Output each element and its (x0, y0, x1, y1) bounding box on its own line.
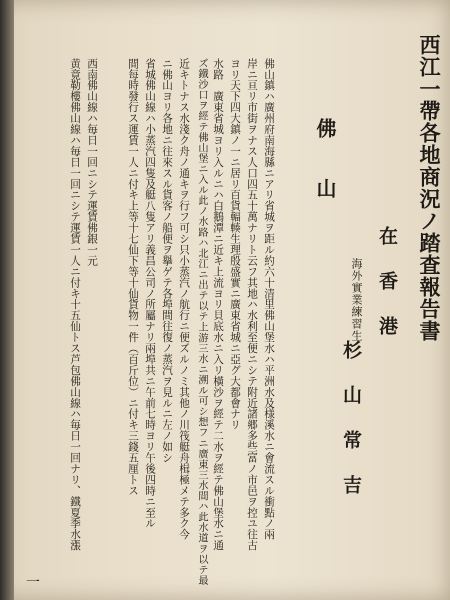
body-column-2: 岸ニ亘リ市街ヲナス人口四五十萬ナリト云フ其地ハ水利至便ニシテ附近諸郷多些富ノ市邑ヲ控ユ往古 (246, 58, 258, 551)
author-name: 杉山常吉 (340, 340, 362, 520)
body-column-10: 西南佛山線ハ毎日一回ニシテ運賃佛銀一元 (86, 58, 98, 267)
book-spine (0, 0, 14, 600)
body-column-4: 水路 廣東省城ヨリ入ルニハ白鵝潭ニ近キ上流ヨリ貝底水ニ入リ橫沙ヲ經テ二水ヲ經テ佛山堡水ニ通 (212, 58, 224, 551)
author-affiliation: 海外實業練習生 (350, 258, 363, 342)
body-column-7: ニ佛山ヨリ各地ニ往來スル貨客ノ船便ヲ擧ゲテ各埠間往復ノ蒸汽ヲ見ルニ左ノ如シ (161, 58, 173, 464)
section-heading: 佛山 (313, 118, 337, 238)
body-column-5: ズ鐵沙口ヲ經テ佛山堡ニ入ル此ノ水路ハ北江ニ出テ以テ上游三水ニ溯ル可シ想フニ廣東三水間ハ此水道ヲ以テ最 (196, 58, 207, 586)
body-column-1: 佛山鎮ハ廣州府南海縣ニアリ省城ヲ距ル約六十清里佛山堡水ハ平洲水及様溪水ニ會流スル衝點ノ兩 (263, 58, 275, 540)
body-column-3: ヨリ天下四大鎮ノ一ニ居リ百貨輻輳生理殷盛實ニ廣東省城ニ亞グ大都會ナリ (229, 58, 241, 431)
body-column-9: 間每時發行ス運賃一人ニ付キ上等十七仙下等十仙貨物一件（百斤位）ニ付キ三錢五厘トス (127, 58, 139, 496)
page-number: 一 (26, 575, 40, 591)
body-column-8: 省城佛山線ハ小蒸汽四隻及艇八隻アリ義昌公司ノ所屬ナリ兩埠共ニ午前七時ヨリ午後四時ニ至ル (144, 58, 156, 529)
body-column-6: 近キトナス水淺ク舟ノ通キヲ行フ可シ只小蒸汽ノ航行ニ便ズルノミ其他ノ川筏艇舟楫極メテ多ク今 (178, 58, 190, 540)
author-location: 在香港 (376, 226, 398, 361)
body-column-11: 黄竟勒樓佛山線ハ毎日一回ニシテ運賃一人ニ付キ十五仙トス芦包佛山線ハ毎日一回ナリ、鐵夏季水漲 (69, 58, 81, 551)
report-title: 西江一帶各地商況ノ踏査報告書 (417, 34, 442, 342)
